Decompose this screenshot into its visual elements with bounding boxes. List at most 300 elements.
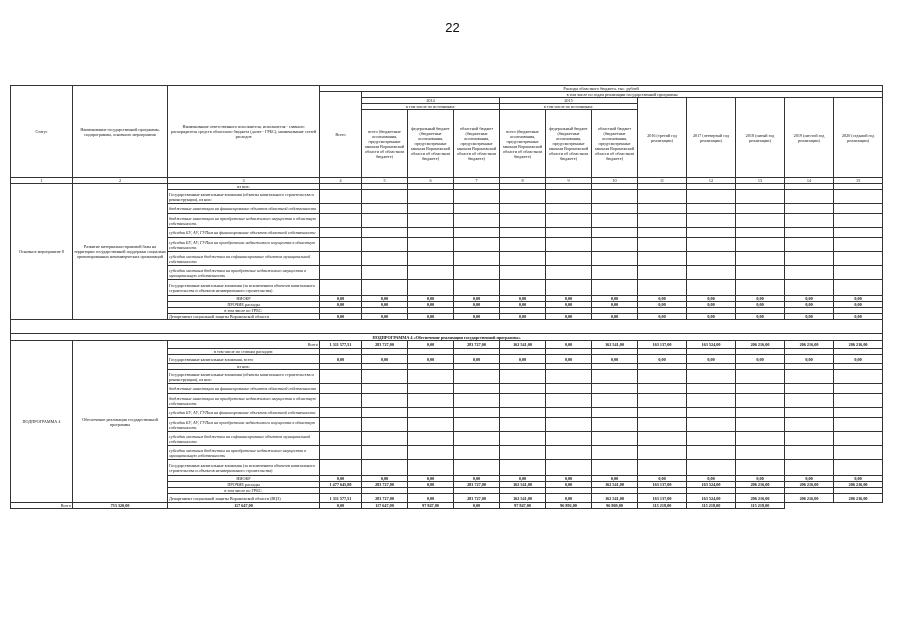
empty-cell (408, 418, 454, 432)
empty-cell (546, 214, 592, 228)
hdr-src-5: федеральный бюджет (бюджетные ассигнования, предусмотренные законом Воронежской области об областном бюджете) (546, 110, 592, 178)
empty-cell (320, 228, 362, 238)
empty-cell (638, 252, 687, 266)
empty-cell (546, 408, 592, 418)
iz-nih-label: из них: (168, 364, 320, 370)
empty-cell (687, 384, 736, 394)
empty-cell (320, 446, 362, 460)
value-cell: 0,00 (320, 476, 362, 482)
empty-cell (454, 418, 500, 432)
empty-cell (546, 418, 592, 432)
empty-cell (546, 432, 592, 446)
empty-cell (638, 280, 687, 296)
empty-cell (638, 384, 687, 394)
column-number: 3 (168, 178, 320, 184)
value-cell: 162 541,00 (500, 482, 546, 488)
value-cell: 206 216,00 (834, 482, 883, 488)
empty-cell (834, 460, 883, 476)
value-cell: 283 727,00 (454, 341, 500, 349)
value-cell: 1 311 577,51 (320, 341, 362, 349)
empty-cell (454, 460, 500, 476)
value-cell: 0,00 (546, 494, 592, 503)
expense-article: субсидии местным бюджетам на софинансирование объектов муниципальной собственности (168, 432, 320, 446)
empty-cell (638, 370, 687, 384)
empty-cell (638, 446, 687, 460)
value-cell: 0,00 (500, 296, 546, 302)
expense-article: бюджетные инвестиции на приобретение недвижимого имущества в областную собственность (168, 394, 320, 408)
empty-cell (687, 238, 736, 252)
grbs-label: в том числе по ГРБС: (168, 308, 320, 314)
empty-cell (320, 460, 362, 476)
empty-cell (736, 238, 785, 252)
value-cell: 0,00 (320, 503, 362, 509)
niokr-label: НИОКР (168, 296, 320, 302)
value-cell: 0,00 (546, 296, 592, 302)
empty-cell (736, 280, 785, 296)
empty-cell (362, 266, 408, 280)
value-cell: 0,00 (736, 296, 785, 302)
empty-cell (546, 266, 592, 280)
value-cell: 283 727,00 (362, 341, 408, 349)
empty-cell (638, 418, 687, 432)
empty-cell (454, 190, 500, 204)
value-cell: 0,00 (834, 302, 883, 308)
empty-cell (687, 408, 736, 418)
empty-cell (320, 418, 362, 432)
empty-cell (546, 204, 592, 214)
empty-cell (592, 252, 638, 266)
empty-cell (454, 204, 500, 214)
value-cell: 0,00 (408, 302, 454, 308)
value-cell: 0,00 (500, 314, 546, 320)
value-cell: 206 216,00 (785, 482, 834, 488)
hdr-src-1: всего (бюджетные ассигнования, предусмотренные законом Воронежской области об областном бюджете) (362, 110, 408, 178)
empty-cell (500, 214, 546, 228)
empty-cell (638, 266, 687, 280)
hdr-y2017: 2017 (четвертый год реализации) (687, 98, 736, 178)
empty-cell (592, 266, 638, 280)
empty-cell (500, 280, 546, 296)
value-cell: 0,00 (500, 302, 546, 308)
empty-cell (320, 266, 362, 280)
value-cell: 163 137,00 (638, 341, 687, 349)
empty-cell (785, 280, 834, 296)
empty-cell (500, 408, 546, 418)
empty-cell (454, 446, 500, 460)
empty-cell (408, 214, 454, 228)
empty-cell (687, 432, 736, 446)
value-cell: 0,00 (687, 476, 736, 482)
hdr-by-years: в том числе по годам реализации государственной программы (362, 92, 883, 98)
hdr-y2019: 2019 (шестой год реализации) (785, 98, 834, 178)
expense-article: бюджетные инвестиции на финансирование объектов областной собственности (168, 204, 320, 214)
empty-cell (687, 228, 736, 238)
empty-cell (454, 266, 500, 280)
empty-cell (408, 446, 454, 460)
value-cell: 0,00 (546, 314, 592, 320)
hdr-src-4: всего (бюджетные ассигнования, предусмотренные законом Воронежской области об областном бюджете) (500, 110, 546, 178)
value-cell: 163 524,00 (687, 494, 736, 503)
empty-cell (320, 214, 362, 228)
value-cell: 0,00 (320, 355, 362, 364)
empty-cell (592, 394, 638, 408)
empty-cell (362, 384, 408, 394)
spacer-row (11, 320, 883, 334)
column-number: 7 (454, 178, 500, 184)
value-cell: 0,00 (736, 314, 785, 320)
column-number: 9 (546, 178, 592, 184)
empty-cell (785, 432, 834, 446)
empty-cell (834, 266, 883, 280)
expense-article: Государственные капитальные вложения (объекты капитального строительства и реконструкции), из них: (168, 190, 320, 204)
empty-cell (320, 432, 362, 446)
empty-cell (687, 190, 736, 204)
empty-cell (834, 280, 883, 296)
empty-cell (592, 228, 638, 238)
empty-cell (362, 432, 408, 446)
empty-cell (638, 408, 687, 418)
value-cell: 0,00 (362, 314, 408, 320)
empty-cell (320, 190, 362, 204)
hdr-program-name: Наименование государственной программы, подпрограммы, основного мероприятия (73, 86, 168, 178)
value-cell: 0,00 (687, 314, 736, 320)
empty-cell (785, 252, 834, 266)
value-cell: 0,00 (362, 355, 408, 364)
value-cell: 206 216,00 (736, 482, 785, 488)
empty-cell (687, 370, 736, 384)
empty-cell (834, 418, 883, 432)
empty-cell (500, 446, 546, 460)
empty-cell (320, 394, 362, 408)
value-cell: 206 216,00 (785, 341, 834, 349)
value-cell: 0,00 (320, 296, 362, 302)
empty-cell (500, 384, 546, 394)
empty-cell (546, 190, 592, 204)
column-number: 8 (500, 178, 546, 184)
empty-cell (592, 384, 638, 394)
empty-cell (638, 190, 687, 204)
total-label: Всего (168, 341, 320, 349)
value-cell: 0,00 (785, 314, 834, 320)
hdr-src-6: областной бюджет (бюджетные ассигнования, предусмотренные законом Воронежской области об областном бюджете) (592, 110, 638, 178)
column-number: 13 (736, 178, 785, 184)
empty-cell (638, 228, 687, 238)
empty-cell (687, 394, 736, 408)
value-cell: 206 216,00 (834, 494, 883, 503)
value-cell: 206 216,00 (785, 494, 834, 503)
value-cell: 0,00 (638, 314, 687, 320)
prochie-label: ПРОЧИЕ расходы (168, 302, 320, 308)
expense-article: субсидии БУ, АУ, ГУПам на финансирование объектов областной собственности (168, 228, 320, 238)
empty-cell (736, 432, 785, 446)
value-cell: 0,00 (834, 355, 883, 364)
empty-cell (736, 252, 785, 266)
expense-article: Государственные капитальные вложения (за исключением объектов капитального строительства и объектов незавершенного строительства) (168, 280, 320, 296)
value-cell: 0,00 (500, 355, 546, 364)
value-cell: 0,00 (546, 476, 592, 482)
section-name: Развитие материально-правовой базы на территории государственной поддержки социально ориентированных некоммерческих организаций (73, 184, 168, 320)
value-cell: 97 847,00 (500, 503, 546, 509)
empty-cell (736, 228, 785, 238)
value-cell: 0,00 (638, 355, 687, 364)
empty-cell (638, 460, 687, 476)
value-cell: 0,00 (454, 476, 500, 482)
empty-cell (834, 252, 883, 266)
value-cell: 0,00 (736, 302, 785, 308)
empty-cell (500, 418, 546, 432)
value-cell: 0,00 (454, 302, 500, 308)
empty-cell (834, 370, 883, 384)
value-cell: 115 218,00 (638, 503, 687, 509)
empty-cell (834, 214, 883, 228)
expense-article: субсидии местным бюджетам на приобретение недвижимого имущества в муниципальную собственность (168, 266, 320, 280)
empty-cell (785, 266, 834, 280)
empty-cell (834, 384, 883, 394)
empty-cell (736, 204, 785, 214)
empty-cell (320, 252, 362, 266)
value-cell: 1 311 577,51 (320, 494, 362, 503)
empty-cell (362, 460, 408, 476)
prochie-label: ПРОЧИЕ расходы (168, 482, 320, 488)
empty-cell (638, 238, 687, 252)
empty-cell (408, 432, 454, 446)
value-cell: 0,00 (320, 302, 362, 308)
empty-cell (500, 394, 546, 408)
empty-cell (687, 418, 736, 432)
value-cell: 0,00 (834, 314, 883, 320)
empty-cell (785, 228, 834, 238)
hdr-y2018: 2018 (пятый год реализации) (736, 98, 785, 178)
empty-cell (362, 204, 408, 214)
empty-cell (362, 408, 408, 418)
value-cell: 96 869,00 (592, 503, 638, 509)
empty-cell (500, 252, 546, 266)
expense-article: бюджетные инвестиции на приобретение недвижимого имущества в областную собственность (168, 214, 320, 228)
empty-cell (592, 418, 638, 432)
value-cell: 0,00 (454, 355, 500, 364)
empty-cell (362, 238, 408, 252)
budget-table (10, 85, 883, 509)
value-cell: 0,00 (638, 296, 687, 302)
empty-cell (785, 384, 834, 394)
value-cell: 0,00 (592, 296, 638, 302)
value-cell: 0,00 (592, 476, 638, 482)
empty-cell (500, 204, 546, 214)
hdr-sources-a: в том числе по источникам: (362, 104, 500, 110)
empty-cell (592, 204, 638, 214)
empty-cell (320, 280, 362, 296)
empty-cell (408, 204, 454, 214)
gov-cap-label: Государственные капитальные вложения, всего (168, 355, 320, 364)
value-cell: 162 541,00 (592, 494, 638, 503)
empty-cell (834, 394, 883, 408)
value-cell: 0,00 (546, 355, 592, 364)
empty-cell (500, 432, 546, 446)
value-cell: 0,00 (736, 476, 785, 482)
section-status: Основное мероприятие 8 (11, 184, 73, 320)
empty-cell (785, 446, 834, 460)
empty-cell (454, 228, 500, 238)
niokr-label: НИОКР (168, 476, 320, 482)
empty-cell (687, 446, 736, 460)
empty-cell (592, 238, 638, 252)
value-cell: 206 216,00 (736, 494, 785, 503)
empty-cell (736, 460, 785, 476)
column-number: 2 (73, 178, 168, 184)
value-cell: 0,00 (362, 476, 408, 482)
value-cell: 0,00 (785, 355, 834, 364)
hdr-y2016: 2016 (третий год реализации) (638, 98, 687, 178)
empty-cell (785, 190, 834, 204)
hdr-status: Статус (11, 86, 73, 178)
empty-cell (834, 238, 883, 252)
value-cell: 0,00 (362, 296, 408, 302)
empty-cell (362, 394, 408, 408)
column-number: 6 (408, 178, 454, 184)
empty-cell (592, 214, 638, 228)
empty-cell (454, 214, 500, 228)
value-cell: 0,00 (592, 314, 638, 320)
empty-cell (736, 266, 785, 280)
empty-cell (638, 432, 687, 446)
page-number: 22 (445, 20, 460, 35)
empty-cell (454, 252, 500, 266)
value-cell: 0,00 (454, 314, 500, 320)
value-cell: 0,00 (785, 296, 834, 302)
empty-cell (592, 280, 638, 296)
value-cell: 0,00 (638, 302, 687, 308)
hdr-total: Всего (320, 92, 362, 178)
empty-cell (785, 214, 834, 228)
empty-cell (454, 432, 500, 446)
empty-cell (736, 394, 785, 408)
empty-cell (592, 432, 638, 446)
value-cell: 753 320,00 (73, 503, 168, 509)
empty-cell (546, 252, 592, 266)
empty-cell (362, 228, 408, 238)
value-cell: 0,00 (592, 355, 638, 364)
empty-cell (320, 238, 362, 252)
value-cell: 0,00 (834, 476, 883, 482)
empty-cell (546, 238, 592, 252)
empty-cell (592, 190, 638, 204)
value-cell: 162 541,00 (500, 494, 546, 503)
table-row (11, 341, 883, 349)
empty-cell (736, 418, 785, 432)
value-cell: 115 218,00 (687, 503, 736, 509)
value-cell: 0,00 (408, 314, 454, 320)
empty-cell (638, 394, 687, 408)
empty-cell (546, 384, 592, 394)
empty-cell (500, 190, 546, 204)
value-cell: 206 216,00 (736, 341, 785, 349)
empty-cell (362, 280, 408, 296)
value-cell: 163 524,00 (687, 341, 736, 349)
empty-cell (408, 384, 454, 394)
hdr-sources-b: в том числе по источникам: (500, 104, 638, 110)
expense-article: субсидии БУ, АУ, ГУПам на финансирование объектов областной собственности (168, 408, 320, 418)
value-cell: 162 541,00 (500, 341, 546, 349)
empty-cell (546, 280, 592, 296)
column-number: 12 (687, 178, 736, 184)
expense-article: субсидии БУ, АУ, ГУПам на приобретение недвижимого имущества в областную собственность (168, 238, 320, 252)
value-cell: 0,00 (408, 482, 454, 488)
grbs-label: в том числе по ГРБС: (168, 488, 320, 494)
empty-cell (736, 190, 785, 204)
expense-article: бюджетные инвестиции на финансирование объектов областной собственности (168, 384, 320, 394)
hdr-executor: Наименование ответственного исполнителя, исполнителя - главного распорядителя средств областного бюджета (далее - ГРБС), наименование статей расходов (168, 86, 320, 178)
value-cell: 283 727,00 (454, 494, 500, 503)
empty-cell (638, 214, 687, 228)
last-total-label: Всего (11, 503, 73, 509)
empty-cell (785, 408, 834, 418)
empty-cell (687, 460, 736, 476)
empty-cell (408, 228, 454, 238)
value-cell: 0,00 (736, 355, 785, 364)
value-cell: 0,00 (546, 341, 592, 349)
spacer-cell (11, 320, 883, 334)
empty-cell (320, 370, 362, 384)
empty-cell (362, 446, 408, 460)
value-cell: 0,00 (592, 302, 638, 308)
hdr-year-b: 2015 (500, 98, 638, 104)
expense-article: субсидии местным бюджетам на приобретение недвижимого имущества в муниципальную собственность (168, 446, 320, 460)
empty-cell (785, 238, 834, 252)
empty-cell (546, 446, 592, 460)
empty-cell (408, 370, 454, 384)
value-cell: 283 727,00 (362, 494, 408, 503)
empty-cell (500, 460, 546, 476)
empty-cell (785, 394, 834, 408)
empty-cell (785, 370, 834, 384)
empty-cell (408, 266, 454, 280)
empty-cell (687, 252, 736, 266)
empty-cell (736, 384, 785, 394)
value-cell: 163 524,00 (687, 482, 736, 488)
expense-article: из них: (168, 184, 320, 190)
value-cell: 0,00 (546, 302, 592, 308)
value-cell: 0,00 (408, 494, 454, 503)
value-cell: 0,00 (408, 355, 454, 364)
empty-cell (362, 214, 408, 228)
empty-cell (834, 190, 883, 204)
empty-cell (454, 408, 500, 418)
value-cell: 0,00 (500, 476, 546, 482)
value-cell: 115 218,00 (736, 503, 785, 509)
empty-cell (687, 266, 736, 280)
hdr-year-a: 2014 (362, 98, 500, 104)
column-number: 1 (11, 178, 73, 184)
value-cell: 206 216,00 (834, 341, 883, 349)
empty-cell (834, 408, 883, 418)
empty-cell (454, 238, 500, 252)
empty-cell (736, 214, 785, 228)
empty-cell (834, 228, 883, 238)
expense-article: субсидии БУ, АУ, ГУПам на приобретение недвижимого имущества в областную собственность (168, 418, 320, 432)
value-cell: 0,00 (454, 503, 500, 509)
value-cell: 0,00 (362, 302, 408, 308)
empty-cell (362, 190, 408, 204)
table-row (11, 334, 883, 341)
column-number: 11 (638, 178, 687, 184)
value-cell: 0,00 (687, 355, 736, 364)
value-cell: 163 137,00 (638, 482, 687, 488)
empty-cell (454, 394, 500, 408)
empty-cell (546, 394, 592, 408)
expense-article: Государственные капитальные вложения (объекты капитального строительства и реконструкции), из них: (168, 370, 320, 384)
empty-cell (687, 204, 736, 214)
value-cell: 0,00 (320, 314, 362, 320)
